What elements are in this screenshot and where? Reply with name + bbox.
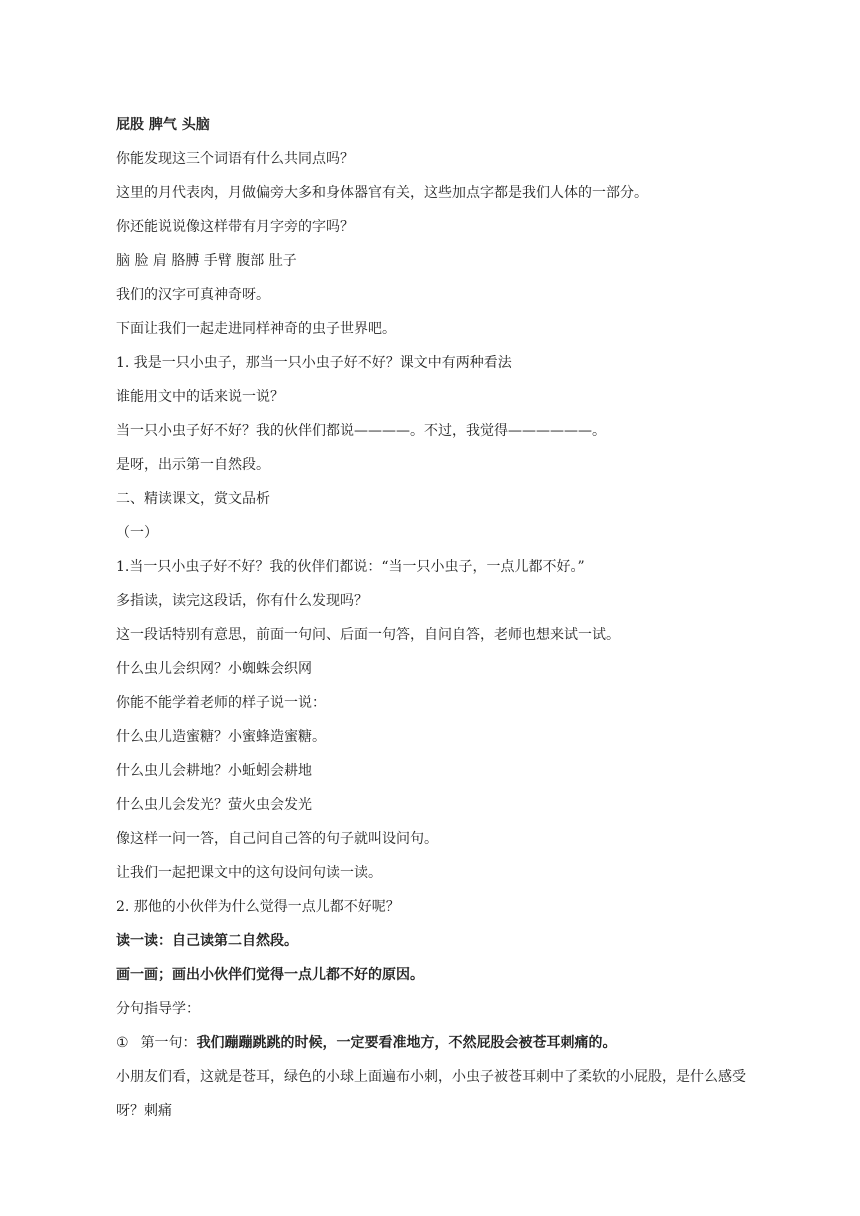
- text-line: 多指读，读完这段话，你有什么发现吗？: [116, 593, 368, 609]
- subsection-marker: （一）: [116, 525, 158, 541]
- text-line: 1.当一只小虫子好不好？我的伙伴们都说：“当一只小虫子，一点儿都不好。”: [116, 559, 585, 575]
- section-heading: 二、精读课文，赏文品析: [116, 491, 270, 507]
- text-line: 你能发现这三个词语有什么共同点吗？: [116, 151, 354, 167]
- text-line: 让我们一起把课文中的这句设问句读一读。: [116, 865, 382, 881]
- text-line: 什么虫儿会发光？萤火虫会发光: [116, 797, 312, 813]
- text-line: 像这样一问一答，自己问自己答的句子就叫设问句。: [116, 831, 438, 847]
- text-line: 当一只小虫子好不好？我的伙伴们都说————。不过，我觉得——————。: [116, 423, 606, 439]
- word-list-heading: 屁股 脾气 头脑: [116, 117, 210, 133]
- text-line: 你还能说说像这样带有月字旁的字吗？: [116, 219, 354, 235]
- text-line: 你能不能学着老师的样子说一说：: [116, 695, 326, 711]
- first-sentence-prefix: 第一句：: [140, 1035, 197, 1051]
- text-line: 谁能用文中的话来说一说？: [116, 389, 284, 405]
- text-line: 分句指导学：: [116, 1001, 200, 1017]
- document-body: [116, 108, 756, 1128]
- first-sentence-line: [116, 1026, 756, 1060]
- closing-paragraph: 小朋友们看，这就是苍耳，绿色的小球上面遍布小刺，小虫子被苍耳刺中了柔软的小屁股，是什么感受呀？刺痛: [116, 1069, 746, 1119]
- text-line: 2. 那他的小伙伴为什么觉得一点儿都不好呢？: [116, 899, 400, 915]
- text-line: 我们的汉字可真神奇呀。: [116, 287, 270, 303]
- text-line: 是呀，出示第一自然段。: [116, 457, 270, 473]
- circled-number-one: ①: [116, 1035, 129, 1051]
- instruction-draw: 画一画；画出小伙伴们觉得一点儿都不好的原因。: [116, 967, 424, 983]
- text-line: 下面让我们一起走进同样神奇的虫子世界吧。: [116, 321, 396, 337]
- text-line: 什么虫儿会耕地？小蚯蚓会耕地: [116, 763, 312, 779]
- first-sentence-text: 我们蹦蹦跳跳的时候，一定要看准地方，不然屁股会被苍耳刺痛的。: [196, 1035, 617, 1051]
- instruction-read: 读一读：自己读第二自然段。: [116, 933, 298, 949]
- text-line: 这一段话特别有意思，前面一句问、后面一句答，自问自答，老师也想来试一试。: [116, 627, 620, 643]
- text-line: 什么虫儿会织网？小蜘蛛会织网: [116, 661, 312, 677]
- text-line: 脑 脸 肩 胳膊 手臂 腹部 肚子: [116, 253, 297, 269]
- text-line: 这里的月代表肉，月做偏旁大多和身体器官有关，这些加点字都是我们人体的一部分。: [116, 185, 648, 201]
- text-line: 什么虫儿造蜜糖？小蜜蜂造蜜糖。: [116, 729, 326, 745]
- text-line: 1. 我是一只小虫子，那当一只小虫子好不好？课文中有两种看法: [116, 355, 512, 371]
